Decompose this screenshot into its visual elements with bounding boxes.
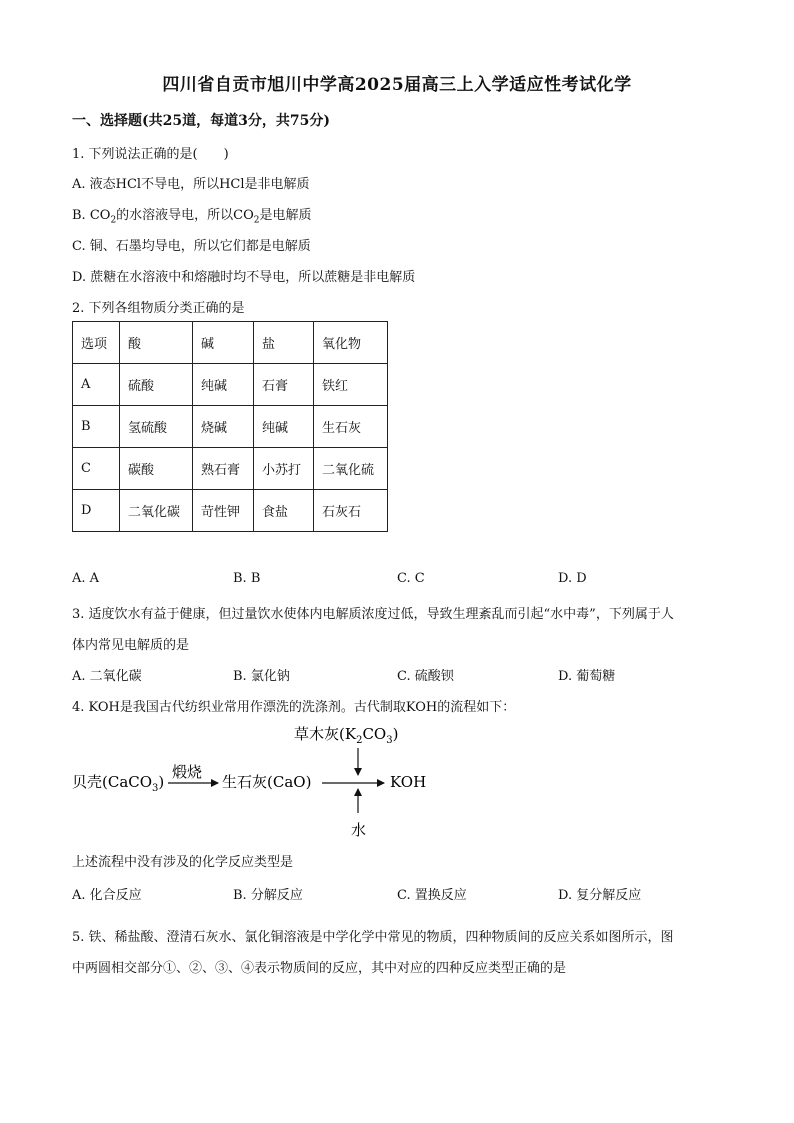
q1-option-c: C. 铜、石墨均导电，所以它们都是电解质 (72, 239, 311, 254)
table-cell: 铁红 (314, 364, 388, 406)
flow-calcine-label: 煅烧 (172, 763, 203, 781)
flow-product-label: KOH (390, 773, 427, 791)
table-cell: D (73, 490, 120, 532)
q3-stem-line2: 体内常见电解质的是 (72, 638, 190, 653)
table-cell: 石灰石 (314, 490, 388, 532)
q1-option-d: D. 蔗糖在水溶液中和熔融时均不导电，所以蔗糖是非电解质 (72, 270, 416, 285)
table-cell: 二氧化碳 (120, 490, 193, 532)
q2-option-a: A. A (72, 571, 100, 586)
flow-water-label: 水 (351, 821, 367, 839)
q4-question: 上述流程中没有涉及的化学反应类型是 (72, 855, 294, 870)
q4-option-a: A. 化合反应 (72, 888, 142, 903)
q3-option-b: B. 氯化钠 (233, 669, 290, 684)
q1-option-b-suffix: 是电解质 (259, 208, 312, 223)
q5-stem-line1: 5. 铁、稀盐酸、澄清石灰水、氯化铜溶液是中学化学中常见的物质，四种物质间的反应关系如图所示，图 (72, 930, 674, 945)
table-header-cell: 酸 (120, 322, 193, 364)
table-row (73, 364, 388, 406)
q2-option-c: C. C (397, 571, 425, 586)
q4-stem: 4. KOH是我国古代纺织业常用作漂洗的洗涤剂。古代制取KOH的流程如下： (72, 700, 516, 715)
q5-stem-line2: 中两圆相交部分①、②、③、④表示物质间的反应，其中对应的四种反应类型正确的是 (72, 961, 567, 976)
q2-option-b: B. B (233, 571, 261, 586)
q4-option-d: D. 复分解反应 (558, 888, 642, 903)
q2-option-d: D. D (558, 571, 587, 586)
table-cell: 苛性钾 (193, 490, 254, 532)
table-header-cell: 氧化物 (314, 322, 388, 364)
table-cell: A (73, 364, 120, 406)
table-header-row (73, 322, 388, 364)
koh-process-diagram (72, 716, 472, 846)
table-row (73, 406, 388, 448)
page-title: 四川省自贡市旭川中学高2025届高三上入学适应性考试化学 (162, 75, 632, 95)
q1-option-b-mid: 的水溶液导电，所以CO (116, 208, 254, 223)
subscript: 2 (110, 215, 117, 226)
q2-stem: 2. 下列各组物质分类正确的是 (72, 301, 245, 316)
table-cell: 食盐 (254, 490, 314, 532)
q3-option-c: C. 硫酸钡 (397, 669, 454, 684)
flow-svg (72, 716, 472, 846)
table-row (73, 490, 388, 532)
table-row (73, 448, 388, 490)
flow-lime-label: 生石灰(CaO) (222, 773, 312, 791)
table-cell: 二氧化硫 (314, 448, 388, 490)
table-header-cell: 选项 (73, 322, 120, 364)
table-cell: 硫酸 (120, 364, 193, 406)
table-cell: B (73, 406, 120, 448)
q1-option-b (72, 204, 312, 226)
flow-shell-label: 贝壳(CaCO$_3$) (72, 773, 165, 794)
q3-option-a: A. 二氧化碳 (72, 669, 142, 684)
table-cell: 生石灰 (314, 406, 388, 448)
table-cell: 碳酸 (120, 448, 193, 490)
q4-option-c: C. 置换反应 (397, 888, 467, 903)
q3-option-d: D. 葡萄糖 (558, 669, 616, 684)
classification-table (72, 321, 388, 532)
table-header-cell: 碱 (193, 322, 254, 364)
table-cell: 氢硫酸 (120, 406, 193, 448)
q3-stem-line1: 3. 适度饮水有益于健康，但过量饮水使体内电解质浓度过低，导致生理紊乱而引起“水中毒”，下列属于人 (72, 607, 674, 622)
q1-option-b-prefix: B. CO (72, 208, 111, 223)
section-heading: 一、选择题(共25道，每道3分，共75分) (72, 113, 330, 129)
table-header-cell: 盐 (254, 322, 314, 364)
q1-option-a: A. 液态HCl不导电，所以HCl是非电解质 (72, 177, 310, 192)
q4-option-b: B. 分解反应 (233, 888, 303, 903)
subscript: 2 (253, 215, 260, 226)
table-cell: 纯碱 (254, 406, 314, 448)
table-cell: 纯碱 (193, 364, 254, 406)
table-cell: C (73, 448, 120, 490)
q1-stem: 1. 下列说法正确的是( ) (72, 147, 229, 162)
table-cell: 烧碱 (193, 406, 254, 448)
table-cell: 石膏 (254, 364, 314, 406)
table-cell: 熟石膏 (193, 448, 254, 490)
flow-top-label: 草木灰$(K_2CO_3)$ (294, 725, 399, 746)
table-cell: 小苏打 (254, 448, 314, 490)
